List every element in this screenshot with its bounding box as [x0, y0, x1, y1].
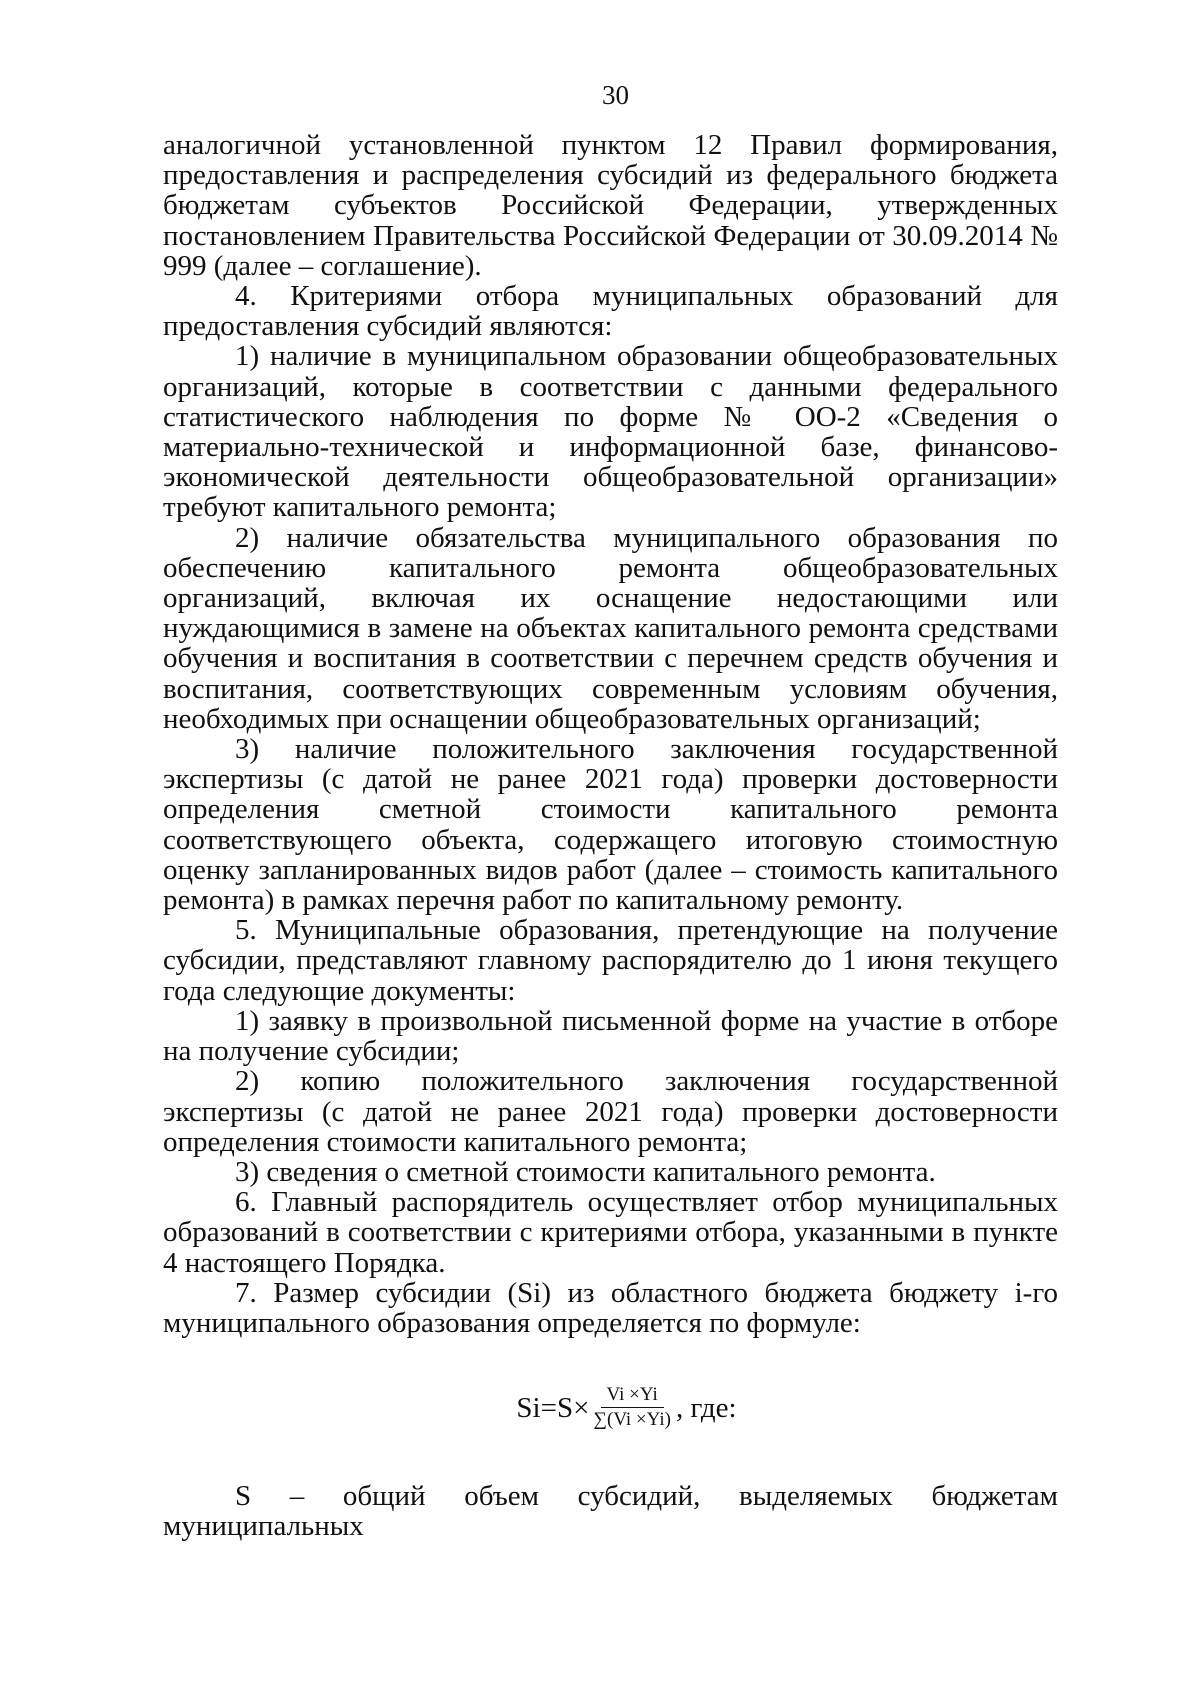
- formula-tail: , где:: [675, 1391, 737, 1424]
- formula-lhs: Si=S×: [516, 1391, 590, 1424]
- paragraph-item-5-2: 2) копию положительного заключения государственной экспертизы (с датой не ранее 2021 года) проверки достоверности определения стоимости капитального ремонта;: [163, 1065, 1058, 1158]
- paragraph-item-5-3: 3) сведения о сметной стоимости капитального ремонта.: [235, 1155, 936, 1188]
- paragraph-agreement-definition: аналогичной установленной пунктом 12 Правил формирования, предоставления и распределения субсидий из федерального бюджета бюджетам субъектов Российской Федерации, утвержденных постановлением Правительства Российской Федерации от 30.09.2014 № 999 (далее – соглашение).: [163, 129, 1058, 282]
- paragraph-item-6: 6. Главный распорядитель осуществляет отбор муниципальных образований в соответствии с критериями отбора, указанными в пункте 4 настоящего Порядка.: [163, 1186, 1058, 1279]
- formula-fraction: [591, 1384, 672, 1431]
- formula-numerator: Vi ×Yi: [601, 1384, 664, 1408]
- paragraph-item-5: 5. Муниципальные образования, претендующие на получение субсидии, представляют главному распорядителю до 1 июня текущего года следующие документы:: [163, 914, 1058, 1007]
- paragraph-s-definition: S – общий объем субсидий, выделяемых бюджетам муниципальных: [163, 1480, 1058, 1543]
- page-number: 30: [602, 80, 629, 110]
- paragraph-item-4: 4. Критериями отбора муниципальных образований для предоставления субсидий являются:: [163, 280, 1058, 343]
- subsidy-formula: [163, 1373, 1058, 1443]
- paragraph-item-4-1: 1) наличие в муниципальном образовании общеобразовательных организаций, которые в соответствии с данными федерального статистического наблюдения по форме № ОО-2 «Сведения о материально-технической и информационной базе, финансово-экономической деятельности общеобразовательной организации» требуют капитального ремонта;: [163, 340, 1058, 524]
- paragraph-item-5-1: 1) заявку в произвольной письменной форме на участие в отборе на получение субсидии;: [163, 1004, 1058, 1068]
- paragraph-item-4-2: 2) наличие обязательства муниципального образования по обеспечению капитального ремонта общеобразовательных организаций, включая их оснащение недостающими или нуждающимися в замене на объектах капитального ремонта средствами обучения и воспитания в соответствии с перечнем средств обучения и воспитания, соответствующих современным условиям обучения, необходимых при оснащении общеобразовательных организаций;: [163, 521, 1058, 735]
- paragraph-item-7: 7. Размер субсидии (Si) из областного бюджета бюджету i-го муниципального образования определяется по формуле:: [163, 1276, 1058, 1339]
- paragraph-item-4-3: 3) наличие положительного заключения государственной экспертизы (с датой не ранее 2021 года) проверки достоверности определения сметной стоимости капитального ремонта соответствующего объекта, содержащего итоговую стоимостную оценку запланированных видов работ (далее – стоимость капитального ремонта) в рамках перечня работ по капитальному ремонту.: [163, 733, 1058, 917]
- formula-denominator: ∑(Vi ×Yi): [593, 1408, 671, 1430]
